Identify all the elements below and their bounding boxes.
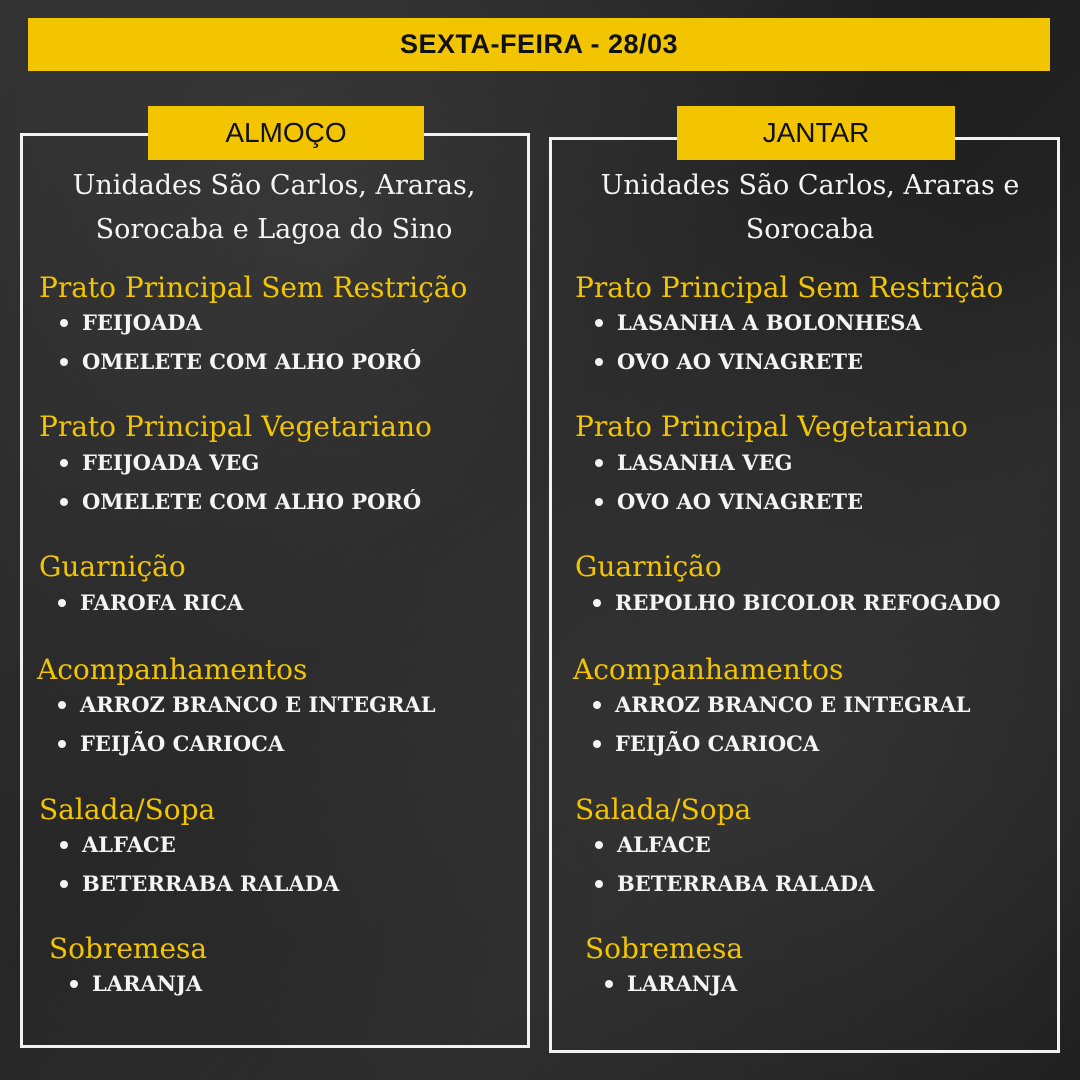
menu-item: [595, 489, 863, 514]
bullet-icon: [595, 841, 603, 849]
dinner-section-title: Prato Principal Sem Restrição: [575, 271, 1004, 304]
dinner-section-title: Sobremesa: [585, 932, 744, 965]
lunch-units-line-2: Sorocaba e Lagoa do Sino: [95, 214, 453, 245]
menu-item: [605, 971, 737, 996]
menu-item: [60, 489, 421, 514]
menu-item: [593, 731, 819, 756]
menu-item: [60, 871, 339, 896]
menu-item: [593, 692, 971, 717]
menu-item-label: FEIJOADA VEG: [82, 450, 260, 475]
bullet-icon: [595, 358, 603, 366]
menu-item-label: ARROZ BRANCO E INTEGRAL: [80, 692, 436, 717]
menu-item: [595, 871, 874, 896]
bullet-icon: [593, 599, 601, 607]
menu-item-label: LARANJA: [92, 971, 203, 996]
bullet-icon: [60, 880, 68, 888]
bullet-icon: [593, 740, 601, 748]
lunch-section-title: Acompanhamentos: [37, 653, 308, 686]
menu-item-label: ARROZ BRANCO E INTEGRAL: [615, 692, 971, 717]
dinner-tab: [677, 106, 955, 160]
dinner-section-title: Salada/Sopa: [575, 793, 752, 826]
menu-item: [60, 832, 176, 857]
bullet-icon: [595, 880, 603, 888]
bullet-icon: [70, 980, 78, 988]
bullet-icon: [605, 980, 613, 988]
dinner-units: [560, 164, 1060, 252]
date-banner: [28, 18, 1050, 71]
menu-item-label: FEIJÃO CARIOCA: [80, 731, 285, 756]
bullet-icon: [58, 740, 66, 748]
menu-item: [60, 349, 421, 374]
menu-item-label: ALFACE: [617, 832, 711, 857]
menu-item-label: OMELETE COM ALHO PORÓ: [82, 489, 422, 514]
menu-item-label: FEIJOADA: [82, 310, 202, 335]
menu-item: [58, 731, 284, 756]
menu-item: [58, 692, 436, 717]
menu-item-label: OMELETE COM ALHO PORÓ: [82, 349, 422, 374]
lunch-units: [30, 164, 518, 252]
lunch-section-title: Prato Principal Vegetariano: [39, 410, 432, 443]
menu-item: [595, 349, 863, 374]
menu-item: [593, 590, 1001, 615]
menu-item: [595, 310, 922, 335]
bullet-icon: [595, 459, 603, 467]
bullet-icon: [60, 459, 68, 467]
menu-item-label: LASANHA VEG: [617, 450, 793, 475]
lunch-tab-label: ALMOÇO: [225, 117, 347, 148]
bullet-icon: [60, 841, 68, 849]
bullet-icon: [60, 498, 68, 506]
date-title: SEXTA-FEIRA - 28/03: [399, 29, 679, 59]
menu-item: [595, 450, 792, 475]
menu-item-label: LASANHA A BOLONHESA: [617, 310, 922, 335]
menu-item: [595, 832, 711, 857]
bullet-icon: [593, 701, 601, 709]
menu-item-label: OVO AO VINAGRETE: [617, 349, 863, 374]
menu-item-label: FAROFA RICA: [80, 590, 244, 615]
dinner-section-title: Prato Principal Vegetariano: [575, 410, 968, 443]
lunch-units-line-1: Unidades São Carlos, Araras,: [72, 170, 476, 201]
menu-item-label: BETERRABA RALADA: [617, 871, 875, 896]
menu-item: [58, 590, 243, 615]
lunch-tab: [148, 106, 424, 160]
menu-item-label: LARANJA: [627, 971, 738, 996]
lunch-section-title: Guarnição: [39, 550, 186, 583]
bullet-icon: [595, 498, 603, 506]
dinner-units-line-1: Unidades São Carlos, Araras e: [600, 170, 1020, 201]
lunch-section-title: Sobremesa: [49, 932, 208, 965]
dinner-section-title: Guarnição: [575, 550, 722, 583]
lunch-section-title: Prato Principal Sem Restrição: [39, 271, 468, 304]
bullet-icon: [58, 599, 66, 607]
menu-item-label: OVO AO VINAGRETE: [617, 489, 863, 514]
bullet-icon: [60, 358, 68, 366]
menu-item: [70, 971, 202, 996]
bullet-icon: [60, 319, 68, 327]
dinner-section-title: Acompanhamentos: [573, 653, 844, 686]
menu-item-label: BETERRABA RALADA: [82, 871, 340, 896]
menu-item-label: FEIJÃO CARIOCA: [615, 731, 820, 756]
menu-item: [60, 310, 202, 335]
dinner-units-line-2: Sorocaba: [745, 214, 875, 245]
menu-item-label: REPOLHO BICOLOR REFOGADO: [615, 590, 1001, 615]
menu-item-label: ALFACE: [82, 832, 176, 857]
bullet-icon: [595, 319, 603, 327]
dinner-tab-label: JANTAR: [762, 117, 870, 148]
bullet-icon: [58, 701, 66, 709]
lunch-section-title: Salada/Sopa: [39, 793, 216, 826]
menu-item: [60, 450, 259, 475]
